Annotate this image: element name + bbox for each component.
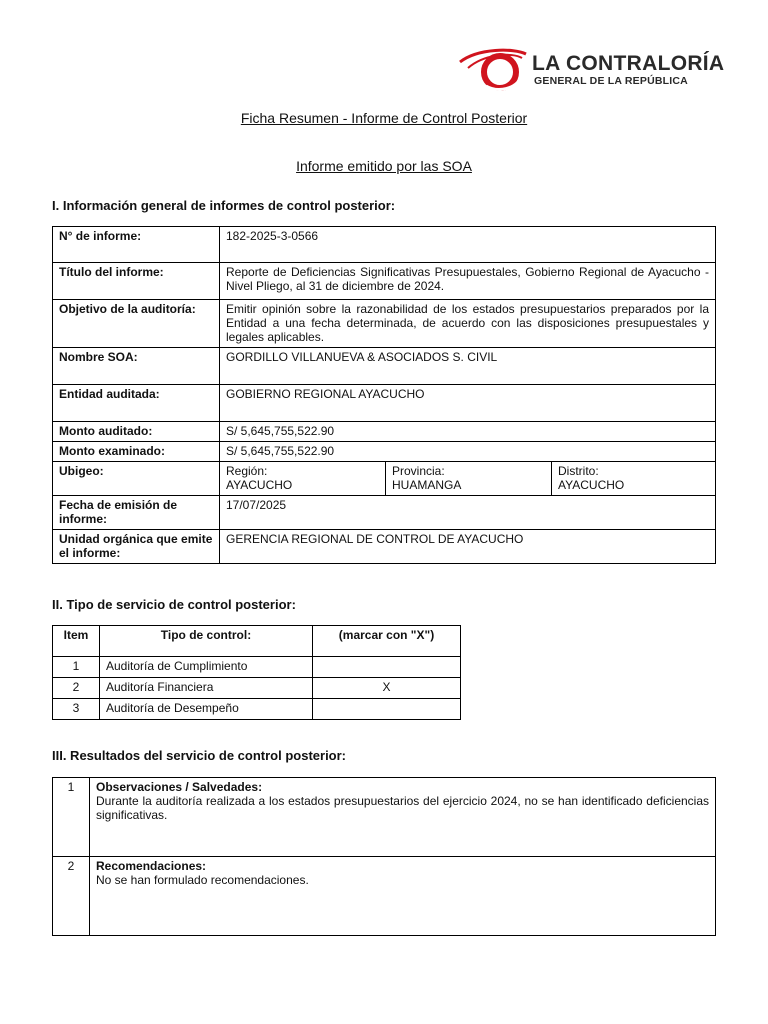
label-fecha: Fecha de emisión de informe:: [53, 496, 220, 530]
ubigeo-provincia-label: Provincia:: [392, 464, 445, 478]
table-header-row: [53, 626, 461, 657]
label-ubigeo: Ubigeo:: [53, 462, 220, 496]
contraloria-logo: [456, 46, 726, 96]
result-body: [90, 857, 716, 936]
table-row: [53, 496, 716, 530]
table-row: [53, 227, 716, 263]
table-row: [53, 385, 716, 422]
table-row: [53, 678, 461, 699]
table-row: [53, 530, 716, 564]
value-titulo: Reporte de Deficiencias Significativas Presupuestales, Gobierno Regional de Ayacucho - Nivel Pliego, al 31 de diciembre de 2024.: [220, 263, 716, 300]
table-row: [53, 657, 461, 678]
table-row: [53, 348, 716, 385]
logo-main-text: LA CONTRALORÍA: [532, 52, 725, 75]
ubigeo-distrito-cell: [552, 462, 716, 496]
label-monto-examinado: Monto examinado:: [53, 442, 220, 462]
control-type-table: [52, 625, 461, 720]
value-soa: GORDILLO VILLANUEVA & ASOCIADOS S. CIVIL: [220, 348, 716, 385]
row-marca: [313, 699, 461, 720]
result-body: [90, 778, 716, 857]
row-tipo: Auditoría de Cumplimiento: [100, 657, 313, 678]
value-numero: 182-2025-3-0566: [220, 227, 716, 263]
label-unidad: Unidad orgánica que emite el informe:: [53, 530, 220, 564]
general-info-table: [52, 226, 716, 564]
value-objetivo: Emitir opinión sobre la razonabilidad de los estados presupuestarios preparados por la Entidad a una fecha determinada, de acuerdo con las disposiciones presupuestales y legales aplicables.: [220, 300, 716, 348]
header-tipo: Tipo de control:: [100, 626, 313, 657]
section-1-title: I. Información general de informes de control posterior:: [52, 198, 396, 213]
ubigeo-provincia-value: HUAMANGA: [392, 478, 462, 492]
result-text: No se han formulado recomendaciones.: [96, 873, 309, 887]
section-3-title: III. Resultados del servicio de control posterior:: [52, 748, 347, 763]
row-marca: X: [313, 678, 461, 699]
row-marca: [313, 657, 461, 678]
row-item: 1: [53, 657, 100, 678]
ubigeo-distrito-value: AYACUCHO: [558, 478, 625, 492]
row-tipo: Auditoría Financiera: [100, 678, 313, 699]
value-fecha: 17/07/2025: [220, 496, 716, 530]
label-entidad: Entidad auditada:: [53, 385, 220, 422]
label-titulo: Título del informe:: [53, 263, 220, 300]
ubigeo-region-label: Región:: [226, 464, 268, 478]
logo-sub-text: GENERAL DE LA REPÚBLICA: [534, 75, 688, 87]
contraloria-emblem-icon: [456, 46, 528, 96]
result-heading: Recomendaciones:: [96, 859, 207, 873]
header-item: Item: [53, 626, 100, 657]
table-row: [53, 263, 716, 300]
table-row: [53, 778, 716, 857]
ubigeo-distrito-label: Distrito:: [558, 464, 599, 478]
result-text: Durante la auditoría realizada a los estados presupuestarios del ejercicio 2024, no se han identificado deficiencias significativas.: [96, 794, 709, 822]
value-monto-examinado: S/ 5,645,755,522.90: [220, 442, 716, 462]
table-row: [53, 422, 716, 442]
table-row: [53, 442, 716, 462]
section-2-title: II. Tipo de servicio de control posterior:: [52, 597, 296, 612]
label-monto-auditado: Monto auditado:: [53, 422, 220, 442]
result-number: 1: [53, 778, 90, 857]
table-row: [53, 699, 461, 720]
row-item: 2: [53, 678, 100, 699]
table-row: [53, 462, 716, 496]
document-title: Ficha Resumen - Informe de Control Posterior: [240, 110, 528, 126]
label-objetivo: Objetivo de la auditoría:: [53, 300, 220, 348]
result-number: 2: [53, 857, 90, 936]
ubigeo-provincia-cell: [386, 462, 552, 496]
ubigeo-region-value: AYACUCHO: [226, 478, 293, 492]
label-soa: Nombre SOA:: [53, 348, 220, 385]
value-unidad: GERENCIA REGIONAL DE CONTROL DE AYACUCHO: [220, 530, 716, 564]
row-item: 3: [53, 699, 100, 720]
value-monto-auditado: S/ 5,645,755,522.90: [220, 422, 716, 442]
table-row: [53, 857, 716, 936]
header-marcar: (marcar con "X"): [313, 626, 461, 657]
value-entidad: GOBIERNO REGIONAL AYACUCHO: [220, 385, 716, 422]
document-subtitle: Informe emitido por las SOA: [296, 158, 472, 174]
label-numero: N° de informe:: [53, 227, 220, 263]
row-tipo: Auditoría de Desempeño: [100, 699, 313, 720]
result-heading: Observaciones / Salvedades:: [96, 780, 263, 794]
ubigeo-region-cell: [220, 462, 386, 496]
table-row: [53, 300, 716, 348]
results-table: [52, 777, 716, 936]
